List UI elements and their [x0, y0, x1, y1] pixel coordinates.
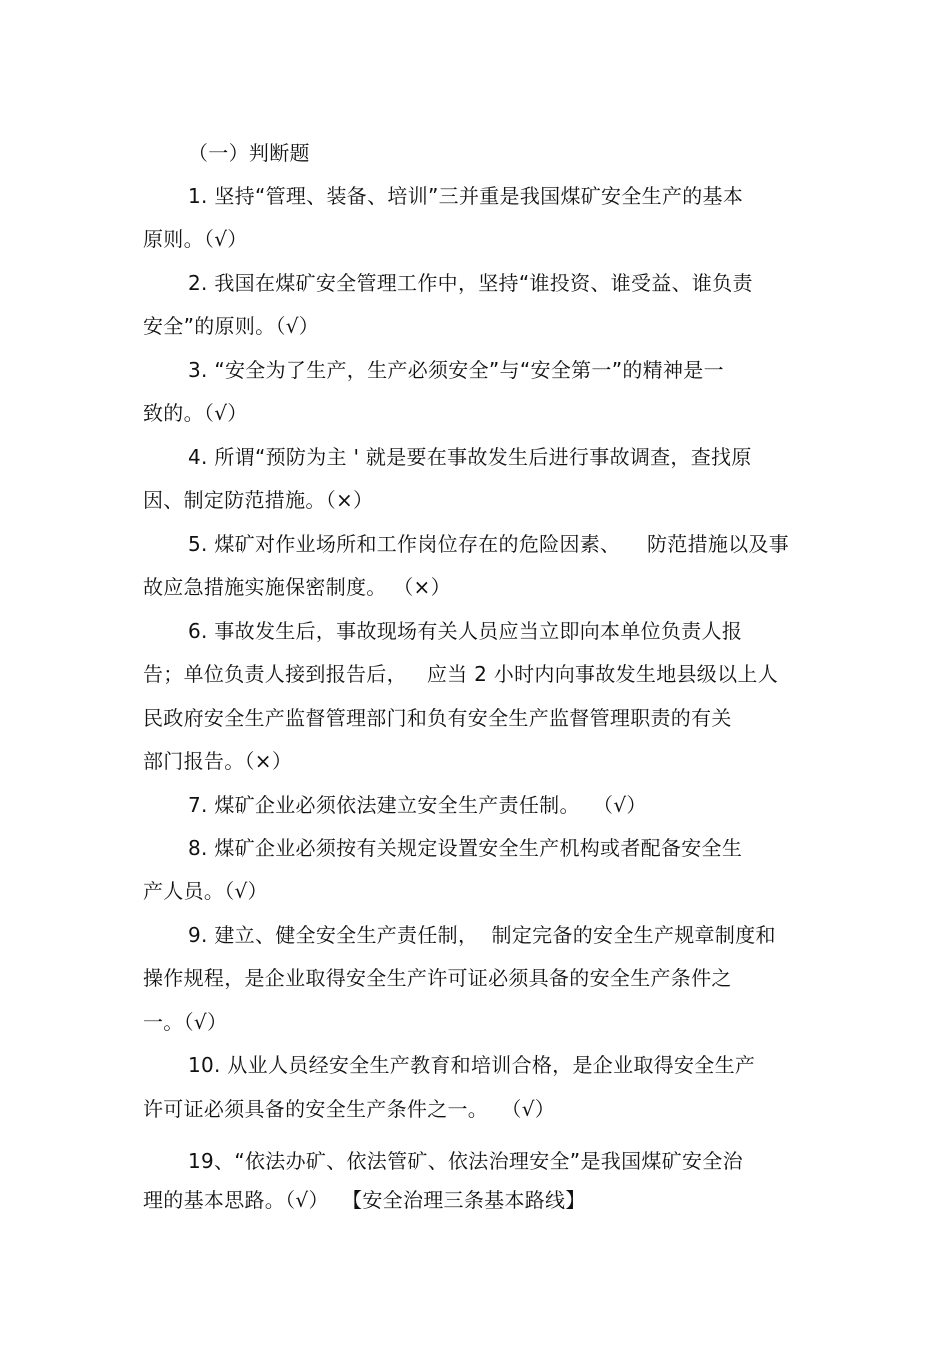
q10-line-2: 许可证必须具备的安全生产条件之一。 （√）: [143, 1097, 556, 1121]
q6-line-4: 部门报告。（×）: [143, 749, 293, 773]
q8-line-2: 产人员。（√）: [143, 879, 268, 903]
q3-line-1: 3. “安全为了生产，生产必须安全”与“安全第一”的精神是一: [188, 358, 724, 382]
q19-line-1: 19、“依法办矿、依法管矿、依法治理安全”是我国煤矿安全治: [188, 1149, 743, 1173]
q19-line-2: 理的基本思路。（√） 【安全治理三条基本路线】: [143, 1188, 586, 1212]
q9-line-1: 9. 建立、健全安全生产责任制， 制定完备的安全生产规章制度和: [188, 923, 776, 947]
q2-line-2: 安全”的原则。（√）: [143, 314, 320, 338]
q6-line-1: 6. 事故发生后，事故现场有关人员应当立即向本单位负责人报: [188, 619, 743, 643]
q4-line-1: 4. 所谓“预防为主 ' 就是要在事故发生后进行事故调查，查找原: [188, 445, 752, 469]
q2-line-1: 2. 我国在煤矿安全管理工作中，坚持“谁投资、谁受益、谁负责: [188, 271, 753, 295]
section-title: （一）判断题: [188, 141, 310, 165]
q9-line-2: 操作规程，是企业取得安全生产许可证必须具备的安全生产条件之: [143, 966, 732, 990]
q1-line-2: 原则。（√）: [143, 227, 248, 251]
q4-line-2: 因、制定防范措施。（×）: [143, 488, 374, 512]
q9-line-3: 一。（√）: [143, 1010, 228, 1034]
q3-line-2: 致的。（√）: [143, 401, 248, 425]
q5-line-1: 5. 煤矿对作业场所和工作岗位存在的危险因素、 防范措施以及事: [188, 532, 790, 556]
q1-line-1: 1. 坚持“管理、装备、培训”三并重是我国煤矿安全生产的基本: [188, 184, 744, 208]
q6-line-3: 民政府安全生产监督管理部门和负有安全生产监督管理职责的有关: [143, 706, 732, 730]
q10-line-1: 10. 从业人员经安全生产教育和培训合格，是企业取得安全生产: [188, 1053, 756, 1077]
q8-line-1: 8. 煤矿企业必须按有关规定设置安全生产机构或者配备安全生: [188, 836, 743, 860]
q6-line-2: 告；单位负责人接到报告后， 应当 2 小时内向事故发生地县级以上人: [143, 662, 779, 686]
q7-line-1: 7. 煤矿企业必须依法建立安全生产责任制。 （√）: [188, 793, 647, 817]
q5-line-2: 故应急措施实施保密制度。 （×）: [143, 575, 451, 599]
